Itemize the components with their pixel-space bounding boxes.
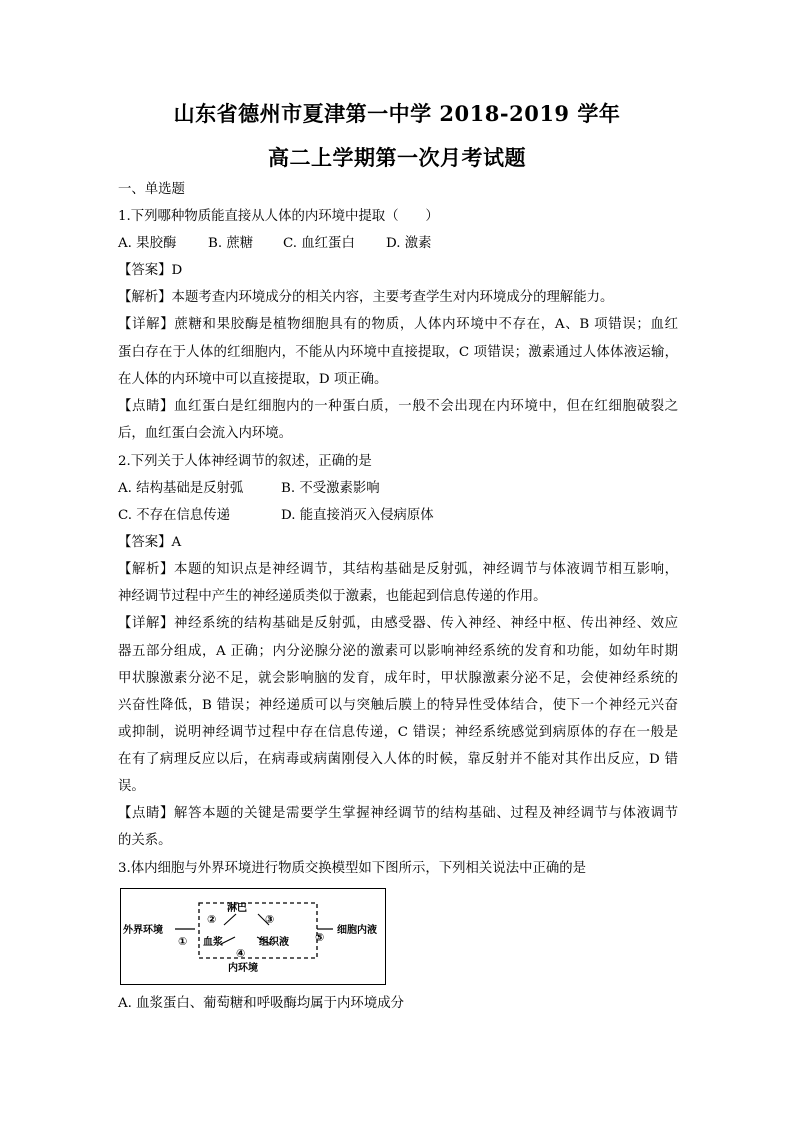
question-1-options: [118, 236, 678, 252]
option-d: D. 激素: [386, 236, 432, 251]
label-cell-fluid: 细胞内液: [337, 925, 377, 936]
label-lymph: 淋巴: [227, 903, 247, 914]
marker-3: ③: [265, 913, 275, 926]
question-3-stem: 3.体内细胞与外界环境进行物质交换模型如下图所示，下列相关说法中正确的是: [118, 861, 587, 876]
exchange-model-diagram: [121, 889, 387, 986]
option-c: C. 血红蛋白: [283, 236, 355, 251]
question-2-analysis-line: 神经调节过程中产生的神经递质类似于激素，也能起到信息传递的作用。: [118, 589, 547, 604]
question-2-detail-line: 器五部分组成，A 正确；内分泌腺分泌的激素可以影响神经系统的发育和功能，如幼年时期: [118, 644, 678, 659]
question-1-analysis: 【解析】本题考查内环境成分的相关内容，主要考查学生对内环境成分的理解能力。: [118, 290, 614, 305]
option-a: A. 果胶酶: [118, 236, 177, 251]
marker-5: ⑤: [315, 931, 325, 944]
question-2-options-row-1: [118, 481, 678, 497]
question-1-detail-line: 【详解】蔗糖和果胶酶是植物细胞具有的物质，人体内环境中不存在，A、B 项错误；血红: [118, 317, 678, 332]
question-2-detail-line: 在有了病理反应以后，在病毒或病菌刚侵入人体的时候，靠反射并不能对其作出反应，D 错: [118, 752, 678, 767]
question-1-detail-line: 在人体的内环境中可以直接提取，D 项正确。: [118, 372, 388, 387]
option-b: B. 蔗糖: [208, 236, 254, 251]
question-2-options-row-2: [118, 508, 678, 524]
label-plasma: 血浆: [203, 937, 223, 948]
exchange-model-figure: [120, 888, 386, 985]
marker-2: ②: [207, 913, 217, 926]
question-1-stem: 1.下列哪种物质能直接从人体的内环境中提取（ ）: [118, 209, 439, 224]
option-a: A. 结构基础是反射弧: [118, 481, 244, 496]
label-outside-environment: 外界环境: [123, 925, 163, 936]
question-2-detail-line: 或抑制，说明神经调节过程中存在信息传递，C 错误；神经系统感觉到病原体的存在一般是: [118, 725, 678, 740]
link-line: [221, 937, 235, 944]
page-title: 山东省德州市夏津第一中学 2018-2019 学年: [173, 101, 621, 126]
question-1-answer: 【答案】D: [118, 263, 183, 278]
question-1-point-line: 【点睛】血红蛋白是红细胞内的一种蛋白质，一般不会出现在内环境中，但在红细胞破裂之: [118, 399, 678, 414]
question-2-detail-line: 【详解】神经系统的结构基础是反射弧，由感受器、传入神经、神经中枢、传出神经、效应: [118, 616, 678, 631]
question-2-stem: 2.下列关于人体神经调节的叙述，正确的是: [118, 454, 372, 469]
question-1-detail-line: 蛋白存在于人体的红细胞内，不能从内环境中直接提取，C 项错误；激素通过人体体液运输，: [118, 345, 678, 360]
option-d: D. 能直接消灭入侵病原体: [281, 508, 434, 523]
label-tissue-fluid: 组织液: [259, 937, 289, 948]
question-2-answer: 【答案】A: [118, 535, 182, 550]
question-2-detail-line: 甲状腺激素分泌不足，就会影响脑的发育，成年时，甲状腺激素分泌不足，会使神经系统的: [118, 671, 678, 686]
marker-4: ④: [236, 947, 246, 960]
question-2-point-line: 的关系。: [118, 833, 172, 848]
page-subtitle: 高二上学期第一次月考试题: [268, 145, 526, 170]
internal-environment-box: [199, 903, 317, 958]
question-3-option-a: A. 血浆蛋白、葡萄糖和呼吸酶均属于内环境成分: [118, 996, 404, 1011]
option-c: C. 不存在信息传递: [118, 508, 231, 523]
question-2-detail-line: 误。: [118, 779, 145, 794]
option-b: B. 不受激素影响: [281, 481, 380, 496]
section-heading: 一、单选题: [118, 182, 185, 197]
question-2-point-line: 【点睛】解答本题的关键是需要学生掌握神经调节的结构基础、过程及神经调节与体液调节: [118, 806, 678, 821]
label-internal-environment: 内环境: [228, 963, 258, 974]
question-1-point-line: 后，血红蛋白会流入内环境。: [118, 426, 293, 441]
question-2-analysis-line: 【解析】本题的知识点是神经调节，其结构基础是反射弧，神经调节与体液调节相互影响，: [118, 562, 678, 577]
marker-1: ①: [178, 935, 188, 948]
link-line: [224, 914, 236, 925]
question-2-detail-line: 兴奋性降低，B 错误；神经递质可以与突触后膜上的特异性受体结合，使下一个神经元兴奋: [118, 698, 678, 713]
